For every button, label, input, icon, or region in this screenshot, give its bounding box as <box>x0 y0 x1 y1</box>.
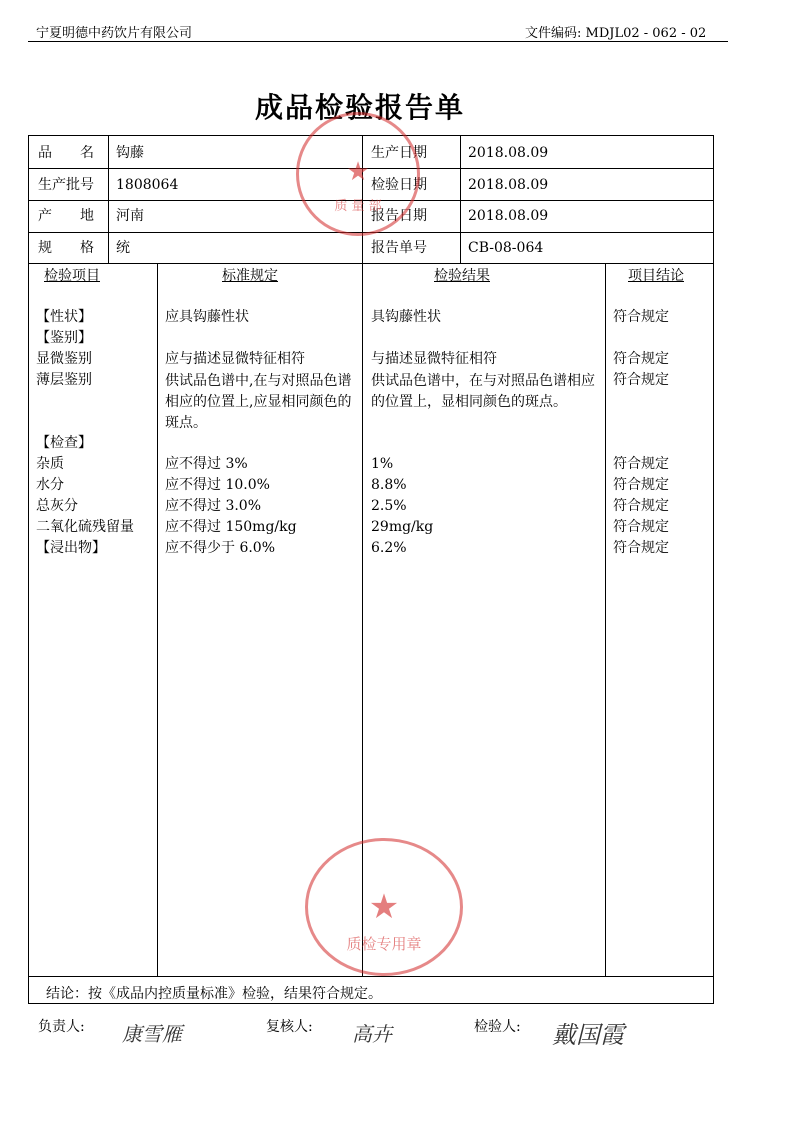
row-item: 薄层鉴别 <box>36 372 92 388</box>
row-standard: 应不得少于 6.0% <box>165 540 276 556</box>
row-conclusion: 符合规定 <box>613 351 669 367</box>
row-standard: 应不得过 150mg/kg <box>165 519 297 535</box>
row-standard: 应具钩藤性状 <box>165 309 249 325</box>
row-standard: 应不得过 3.0% <box>165 498 262 514</box>
row-result: 2.5% <box>371 498 407 514</box>
test-date-label: 检验日期 <box>371 177 427 193</box>
col-divider <box>108 135 109 263</box>
row-standard: 应不得过 3% <box>165 456 248 472</box>
row-conclusion: 符合规定 <box>613 477 669 493</box>
col-divider <box>605 263 606 976</box>
row-conclusion: 符合规定 <box>613 309 669 325</box>
responsible-label: 负责人: <box>38 1019 85 1035</box>
inspector-label: 检验人: <box>474 1019 521 1035</box>
col-divider <box>157 263 158 976</box>
row-conclusion: 符合规定 <box>613 519 669 535</box>
row-standard: 应不得过 10.0% <box>165 477 270 493</box>
prod-date-value: 2018.08.09 <box>468 145 549 161</box>
qc-seal-stamp <box>305 838 463 976</box>
batch-label: 生产批号 <box>38 177 94 193</box>
company-header: 宁夏明德中药饮片有限公司 <box>36 26 193 41</box>
col-header-standard: 标准规定 <box>222 268 278 284</box>
test-date-value: 2018.08.09 <box>468 177 549 193</box>
star-icon: ★ <box>368 887 400 927</box>
report-date-value: 2018.08.09 <box>468 208 549 224</box>
row-standard: 供试品色谱中,在与对照品色谱相应的位置上,应显相同颜色的斑点。 <box>165 373 352 431</box>
origin-value: 河南 <box>116 208 144 224</box>
stamp-label: 质检专用章 <box>346 935 422 953</box>
row-conclusion: 符合规定 <box>613 372 669 388</box>
name-label: 品 名 <box>38 145 94 161</box>
row-item: 杂质 <box>36 456 64 472</box>
col-divider <box>460 135 461 263</box>
report-title: 成品检验报告单 <box>254 91 465 124</box>
row-divider <box>28 976 714 977</box>
responsible-signature: 康雪雁 <box>122 1022 182 1046</box>
row-conclusion: 符合规定 <box>613 456 669 472</box>
report-conclusion: 结论：按《成品内控质量标准》检验，结果符合规定。 <box>46 986 382 1002</box>
row-result: 具钩藤性状 <box>371 309 441 325</box>
row-item: 【性状】 <box>36 309 92 325</box>
quality-department-stamp <box>296 112 420 236</box>
row-result: 与描述显微特征相符 <box>371 351 497 367</box>
col-header-item: 检验项目 <box>44 268 100 284</box>
row-divider <box>28 263 714 264</box>
row-conclusion: 符合规定 <box>613 540 669 556</box>
row-item: 【鉴别】 <box>36 330 92 346</box>
row-result: 8.8% <box>371 477 407 493</box>
row-result: 29mg/kg <box>371 519 434 535</box>
col-header-result: 检验结果 <box>434 268 490 284</box>
document-code: 文件编码: MDJL02 - 062 - 02 <box>525 26 707 41</box>
row-item: 【检查】 <box>36 435 92 451</box>
report-no-label: 报告单号 <box>371 240 427 256</box>
row-item: 二氧化硫残留量 <box>36 519 134 535</box>
report-no-value: CB-08-064 <box>468 240 544 256</box>
batch-value: 1808064 <box>116 177 179 193</box>
name-value: 钩藤 <box>116 145 144 161</box>
origin-label: 产 地 <box>38 208 94 224</box>
row-item: 显微鉴别 <box>36 351 92 367</box>
row-item: 总灰分 <box>36 498 78 514</box>
row-result: 6.2% <box>371 540 407 556</box>
col-header-conclusion: 项目结论 <box>628 268 684 284</box>
reviewer-signature: 高卉 <box>352 1022 392 1046</box>
reviewer-label: 复核人: <box>266 1019 313 1035</box>
stamp-label: 质 量 部 <box>334 199 382 214</box>
header-rule <box>28 41 728 42</box>
report-date-label: 报告日期 <box>371 208 427 224</box>
row-item: 水分 <box>36 477 64 493</box>
row-result: 供试品色谱中，在与对照品色谱相应的位置上，显相同颜色的斑点。 <box>371 373 595 410</box>
row-conclusion: 符合规定 <box>613 498 669 514</box>
inspector-signature: 戴国霞 <box>552 1021 624 1049</box>
row-standard: 应与描述显微特征相符 <box>165 351 305 367</box>
spec-value: 统 <box>116 240 130 256</box>
prod-date-label: 生产日期 <box>371 145 427 161</box>
spec-label: 规 格 <box>38 240 94 256</box>
row-result: 1% <box>371 456 394 472</box>
row-item: 【浸出物】 <box>36 540 106 556</box>
star-icon: ★ <box>346 157 370 187</box>
